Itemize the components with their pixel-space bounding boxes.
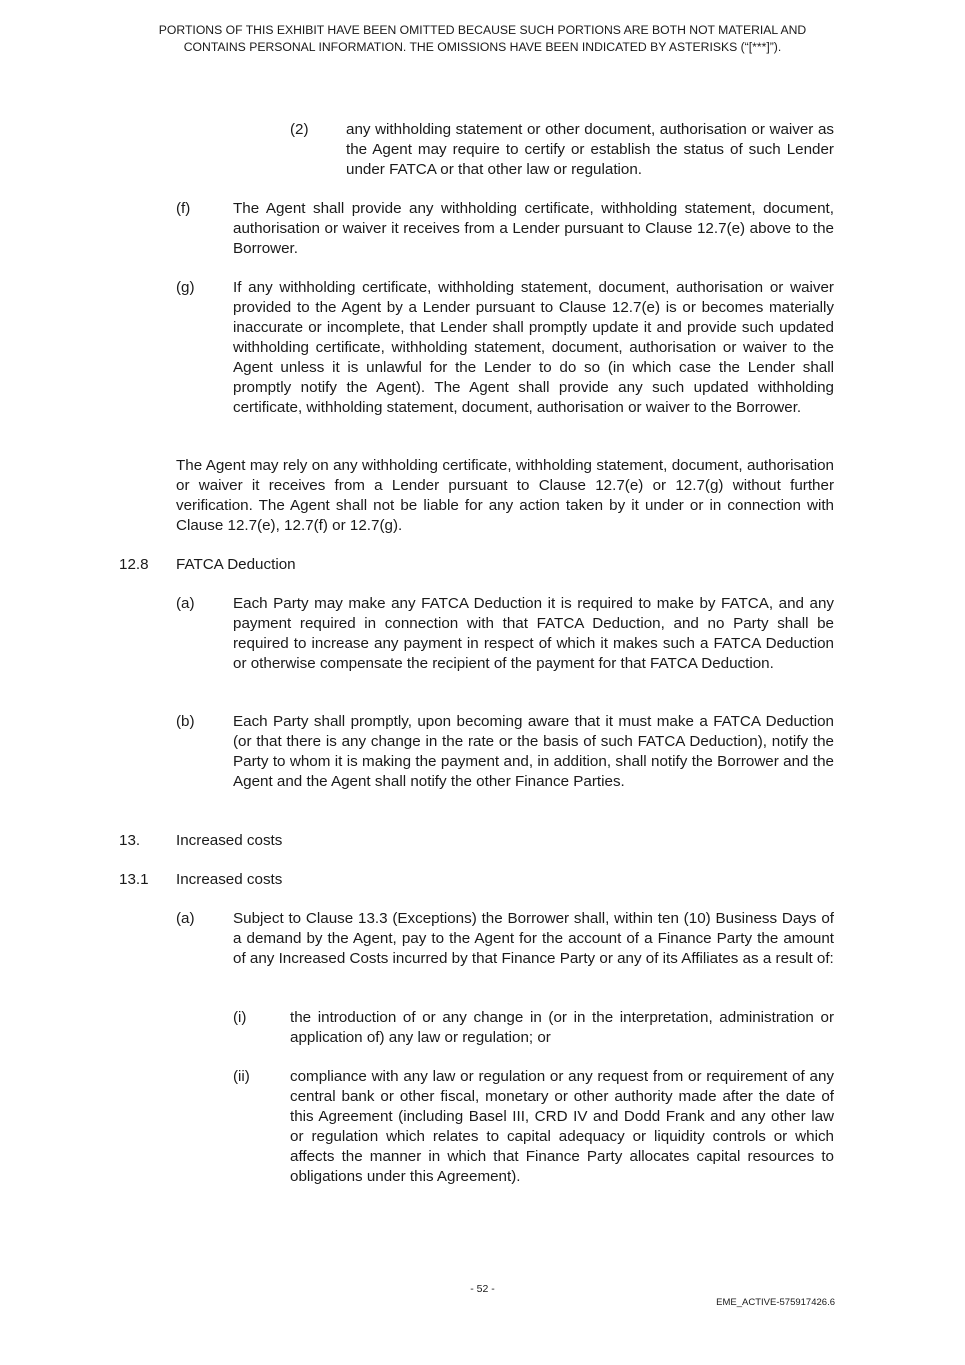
- clause-12-8-heading: FATCA Deduction: [176, 556, 296, 573]
- item-number-f: (f): [176, 200, 191, 217]
- item-text-f: The Agent shall provide any withholding certificate, withholding statement, document, authorisation or waiver it receives from a Lender pursuant to Clause 12.7(e) above to the Borrower.: [233, 200, 834, 257]
- clause-13-number: 13.: [119, 832, 141, 849]
- item-number-i: (i): [233, 1009, 247, 1026]
- item-number-2: (2): [290, 121, 309, 138]
- exhibit-notice-header: [120, 22, 845, 56]
- item-text-12-8-b: Each Party shall promptly, upon becoming aware that it must make a FATCA Deduction (or that there is any change in the rate or the basis of such FATCA Deduction), notify the Party to whom it is making the payment and, in addition, shall notify the Borrower and the Agent and the Agent shall notify the other Finance Parties.: [233, 713, 834, 790]
- header-line-1: PORTIONS OF THIS EXHIBIT HAVE BEEN OMITTED BECAUSE SUCH PORTIONS ARE BOTH NOT MATERIAL AND: [158, 23, 807, 37]
- header-line-2: CONTAINS PERSONAL INFORMATION. THE OMISSIONS HAVE BEEN INDICATED BY ASTERISKS (“[***]”).: [183, 40, 782, 54]
- item-text-2: any withholding statement or other document, authorisation or waiver as the Agent may require to certify or establish the status of such Lender under FATCA or that other law or regulation.: [346, 121, 834, 178]
- item-number-13-1-a: (a): [176, 910, 195, 927]
- item-number-12-8-a: (a): [176, 595, 195, 612]
- item-number-g: (g): [176, 279, 195, 296]
- item-text-13-1-a: Subject to Clause 13.3 (Exceptions) the Borrower shall, within ten (10) Business Days of a demand by the Agent, pay to the Agent for the account of a Finance Party the amount of any Increased Costs incurred by that Finance Party or any of its Affiliates as a result of:: [233, 910, 834, 967]
- agent-reliance-paragraph: The Agent may rely on any withholding certificate, withholding statement, document, authorisation or waiver it receives from a Lender pursuant to Clause 12.7(e) or 12.7(g) without further verification. The Agent shall not be liable for any action taken by it under or in connection with Clause 12.7(e), 12.7(f) or 12.7(g).: [176, 457, 834, 534]
- document-reference: EME_ACTIVE-575917426.6: [716, 1297, 835, 1308]
- item-text-i: the introduction of or any change in (or in the interpretation, administration or application of) any law or regulation; or: [290, 1009, 834, 1046]
- page-number: - 52 -: [470, 1283, 495, 1295]
- clause-13-heading: Increased costs: [176, 832, 283, 849]
- item-text-12-8-a: Each Party may make any FATCA Deduction it is required to make by FATCA, and any payment required in connection with that FATCA Deduction, and no Party shall be required to increase any payment in respect of which it makes such a FATCA Deduction or otherwise compensate the recipient of the payment for that FATCA Deduction.: [233, 595, 834, 672]
- item-number-ii: (ii): [233, 1068, 250, 1085]
- item-number-12-8-b: (b): [176, 713, 195, 730]
- clause-13-1-heading: Increased costs: [176, 871, 283, 888]
- item-text-g: If any withholding certificate, withholding statement, document, authorisation or waiver provided to the Agent by a Lender pursuant to Clause 12.7(e) is or becomes materially inaccurate or incomplete, that Lender shall promptly update it and provide such updated withholding certificate, withholding statement, document, authorisation or waiver to the Agent unless it is unlawful for the Lender to do so (in which case the Lender shall promptly notify the Agent). The Agent shall provide any such updated withholding certificate, withholding statement, document, authorisation or waiver to the Borrower.: [233, 279, 834, 416]
- clause-12-8-number: 12.8: [119, 556, 149, 573]
- item-text-ii: compliance with any law or regulation or any request from or requirement of any central bank or other fiscal, monetary or other authority made after the date of this Agreement (including Basel III, CRD IV and Dodd Frank and any other law or regulation which relates to capital adequacy or liquidity controls or which affects the manner in which that Finance Party allocates capital resources to obligations under this Agreement).: [290, 1068, 834, 1185]
- clause-13-1-number: 13.1: [119, 871, 149, 888]
